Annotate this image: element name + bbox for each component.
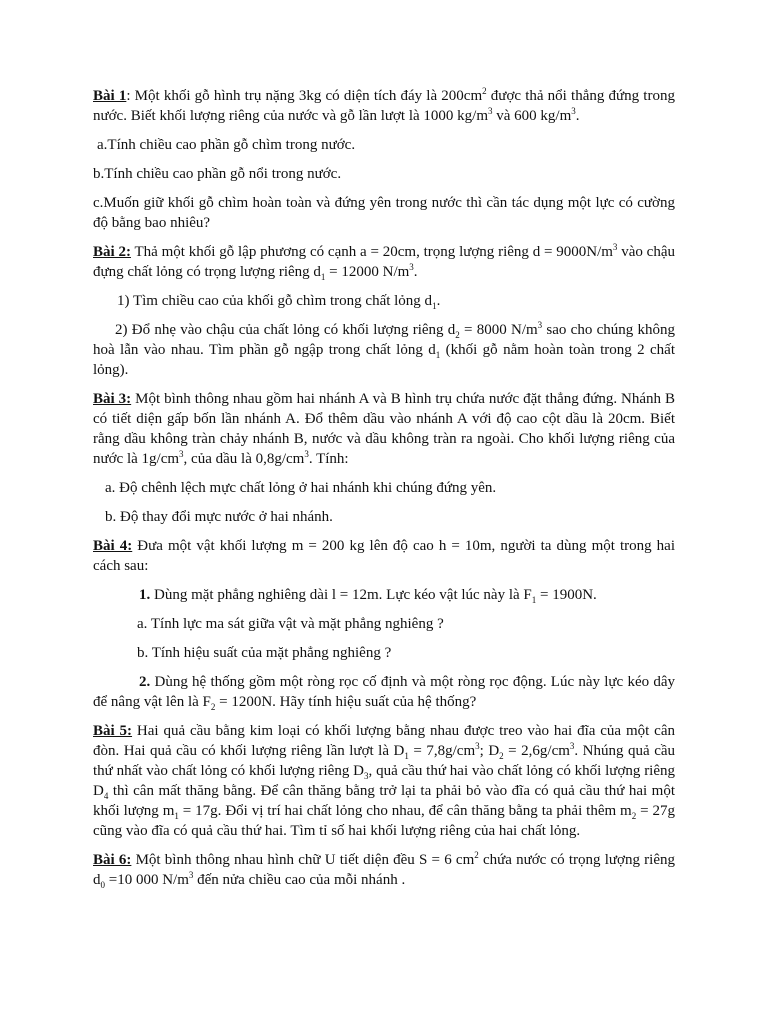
problem-4-method-1: 1. Dùng mặt phẳng nghiêng dài l = 12m. Lực kéo vật lúc này là $F_1 = 1900N$. xyxy=(139,587,597,605)
problem-5-title: Bài 5: xyxy=(93,723,133,739)
problem-3-part-a: a. Độ chênh lệch mực chất lỏng ở hai nhánh khi chúng đứng yên. xyxy=(105,480,497,496)
problem-5: Bài 5: Hai quả cầu bằng kim loại có khối lượng bằng nhau được treo vào hai đĩa của một cân đòn. Hai quả cầu có khối lượng riêng lần lượt là $D_1 = 7,8g/cm^3$; $D_2 = 2,6g/cm^3$. Nhúng quả cầu thứ nhất vào chất lỏng có khối lượng riêng $D_3$, quả cầu thứ hai vào chất lỏng có khối lượng riêng $D_4$ thì cân mất thăng bằng. Để cân thăng bằng trở lại ta phải bỏ vào đĩa có quả cầu thứ hai một khối lượng $m_1 = 17g$. Đổi vị trí hai chất lỏng cho nhau, để cân thăng bằng ta phải thêm $m_2 = 27g$ cũng vào đĩa có quả cầu thứ hai. Tìm tỉ số hai khối lượng riêng của hai chất lỏng. xyxy=(93,723,676,839)
problem-4-method-2: 2. Dùng hệ thống gồm một ròng rọc cố định và một ròng rọc động. Lúc này lực kéo dây để nâng vật lên là $F_2 = 1200N$. Hãy tính hiệu suất của hệ thống? xyxy=(93,674,675,712)
problem-4-part-a: a. Tính lực ma sát giữa vật và mặt phẳng nghiêng ? xyxy=(137,616,444,632)
problem-1-part-c: c.Muốn giữ khối gỗ chìm hoàn toàn và đứng yên trong nước thì cần tác dụng một lực có cường độ bằng bao nhiêu? xyxy=(93,195,675,231)
document-page xyxy=(93,86,675,899)
problem-6: Bài 6: Một bình thông nhau hình chữ U tiết diện đều S = 6 $cm^2$ chứa nước có trọng lượng riêng $d_0 =10$ 000 $N/m^3$ đến nửa chiều cao của mỗi nhánh . xyxy=(93,850,675,890)
problem-6-title: Bài 6: xyxy=(93,852,132,868)
problem-4-title: Bài 4: xyxy=(93,538,133,554)
problem-2-question-1: 1) Tìm chiều cao của khối gỗ chìm trong chất lỏng $d_1$. xyxy=(117,293,441,311)
problem-1-title: Bài 1 xyxy=(93,88,127,104)
problem-2: Bài 2: Thả một khối gỗ lập phương có cạnh a = 20cm, trọng lượng riêng $d = 9000N/m^3$ vào chậu đựng chất lỏng có trọng lượng riêng $d_1 = 12000$ $N/m^3$. xyxy=(93,242,675,282)
problem-4: Bài 4: Đưa một vật khối lượng m = 200 kg lên độ cao h = 10m, người ta dùng một trong hai cách sau: xyxy=(93,538,675,574)
problem-1-part-b: b.Tính chiều cao phần gỗ nổi trong nước. xyxy=(93,166,342,182)
problem-3: Bài 3: Một bình thông nhau gồm hai nhánh A và B hình trụ chứa nước đặt thẳng đứng. Nhánh B có tiết diện gấp bốn lần nhánh A. Đổ thêm dầu vào nhánh A với độ cao cột dầu là 20cm. Biết rằng dầu không tràn chảy nhánh B, nước và dầu không tràn ra ngoài. Cho khối lượng riêng của nước là $1g/cm^3$, của dầu là $0,8g/cm^3$. Tính: xyxy=(93,391,675,467)
problem-3-part-b: b. Độ thay đổi mực nước ở hai nhánh. xyxy=(105,509,333,525)
problem-4-part-b: b. Tính hiệu suất của mặt phẳng nghiêng ? xyxy=(137,645,392,661)
problem-2-question-2: 2) Đổ nhẹ vào chậu của chất lỏng có khối lượng riêng $d_2 = 8000$ $N/m^3$ sao cho chúng không hoà lẫn vào nhau. Tìm phần gỗ ngập trong chất lỏng $d_1$ (khối gỗ nằm hoàn toàn trong 2 chất lỏng). xyxy=(93,320,675,378)
problem-2-title: Bài 2: xyxy=(93,244,131,260)
problem-1: Bài 1: Một khối gỗ hình trụ nặng 3kg có diện tích đáy là $200cm^2$ được thả nổi thẳng đứng trong nước. Biết khối lượng riêng của nước và gỗ lần lượt là 1000 $kg/m^3$ và 600 $kg/m^3$. xyxy=(93,86,675,124)
problem-1-part-a: a.Tính chiều cao phần gỗ chìm trong nước. xyxy=(97,137,356,153)
problem-3-title: Bài 3: xyxy=(93,391,132,407)
